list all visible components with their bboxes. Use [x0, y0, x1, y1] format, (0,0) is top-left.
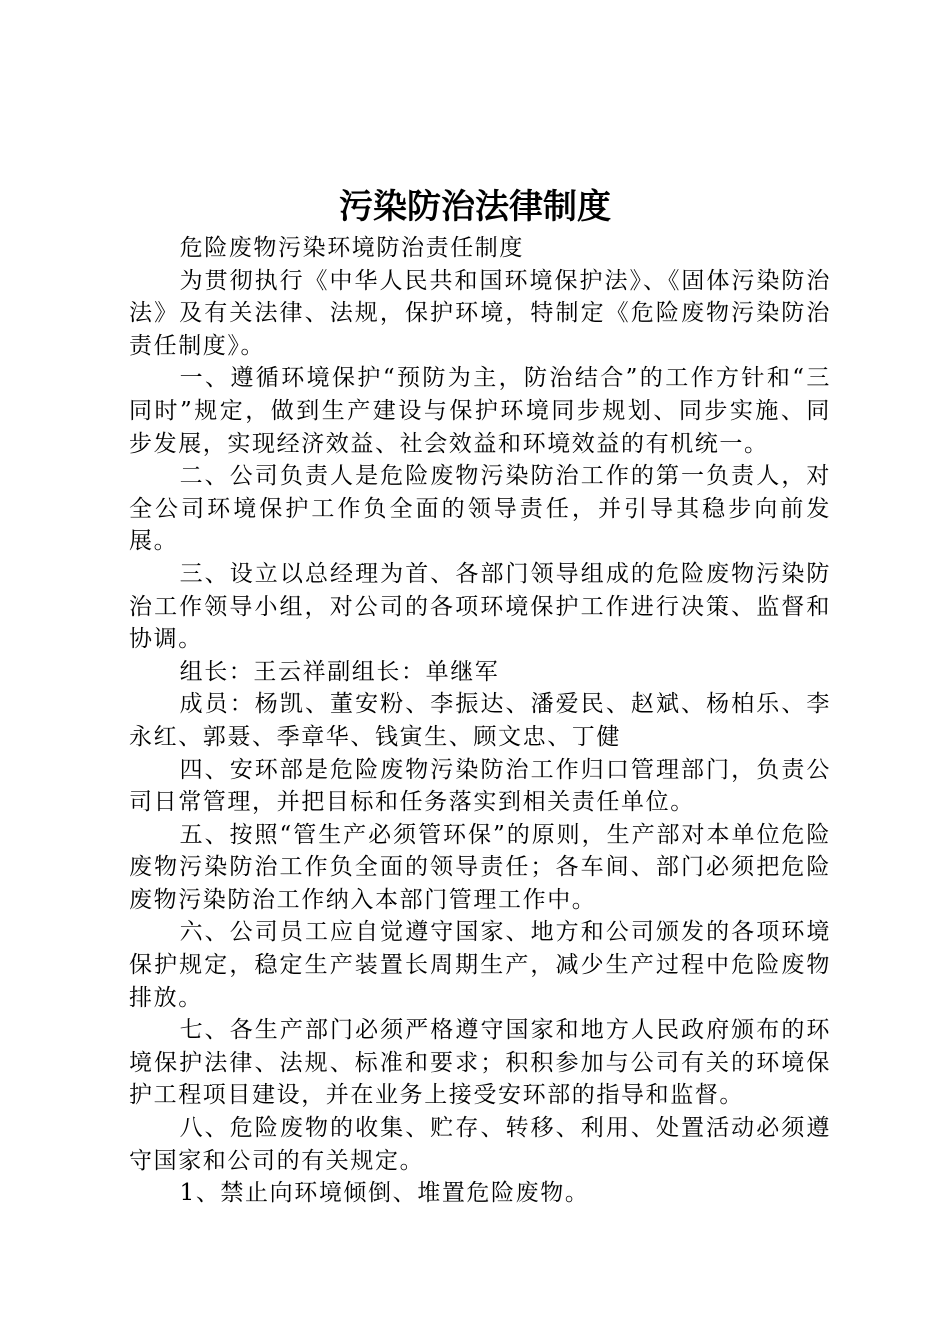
- clause-6-paragraph: 六、公司员工应自觉遵守国家、地方和公司颁发的各项环境保护规定，稳定生产装置长周期生产，减少生产过程中危险废物排放。: [129, 919, 831, 1011]
- document-title: 污染防治法律制度: [339, 187, 611, 227]
- subtitle-paragraph: 危险废物污染环境防治责任制度: [179, 235, 524, 261]
- clause-7-paragraph: 七、各生产部门必须严格遵守国家和地方人民政府颁布的环境保护法律、法规、标准和要求；积积参加与公司有关的环境保护工程项目建设，并在业务上接受安环部的指导和监督。: [129, 1017, 831, 1109]
- clause-8-paragraph: 八、危险废物的收集、贮存、转移、利用、处置活动必须遵守国家和公司的有关规定。: [129, 1115, 831, 1174]
- group-leader-line: 组长：王云祥副组长：单继军: [179, 658, 500, 685]
- clause-1-paragraph: 一、遵循环境保护“预防为主，防治结合”的工作方针和“三同时”规定，做到生产建设与保护环境同步规划、同步实施、同步发展，实现经济效益、社会效益和环境效益的有机统一。: [129, 365, 831, 457]
- intro-paragraph: 为贯彻执行《中华人民共和国环境保护法》、《固体污染防治法》及有关法律、法规，保护环境，特制定《危险废物污染防治责任制度》。: [129, 267, 831, 359]
- members-line: 成员：杨凯、董安粉、李振达、潘爱民、赵斌、杨柏乐、李永红、郭聂、季章华、钱寅生、顾文忠、丁健: [129, 691, 831, 750]
- sub-clause-1-paragraph: 1、禁止向环境倾倒、堆置危险废物。: [179, 1180, 590, 1207]
- document-body: [129, 232, 831, 1210]
- clause-4-paragraph: 四、安环部是危险废物污染防治工作归口管理部门，负责公司日常管理，并把目标和任务落实到相关责任单位。: [129, 756, 831, 816]
- clause-3-paragraph: 三、设立以总经理为首、各部门领导组成的危险废物污染防治工作领导小组，对公司的各项环境保护工作进行决策、监督和协调。: [129, 560, 831, 653]
- clause-5-paragraph: 五、按照“管生产必须管环保”的原则，生产部对本单位危险废物污染防治工作负全面的领导责任；各车间、部门必须把危险废物污染防治工作纳入本部门管理工作中。: [129, 821, 831, 913]
- clause-2-paragraph: 二、公司负责人是危险废物污染防治工作的第一负责人，对全公司环境保护工作负全面的领导责任，并引导其稳步向前发展。: [129, 463, 831, 555]
